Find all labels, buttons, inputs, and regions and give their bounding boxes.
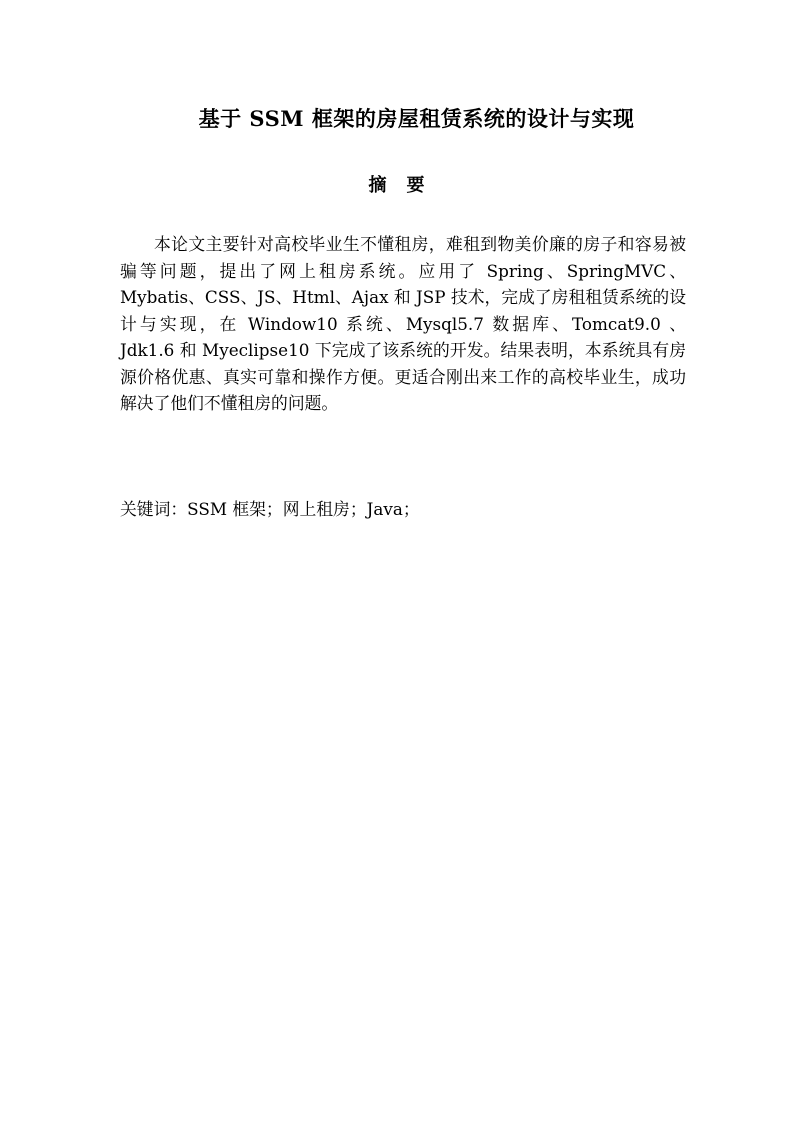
abstract-body: 本论文主要针对高校毕业生不懂租房，难租到物美价廉的房子和容易被骗等问题，提出了网上租房系统。应用了 Spring、SpringMVC、Mybatis、CSS、JS、Html、Ajax 和 JSP 技术，完成了房租租赁系统的设计与实现，在 Window10 系统、Mysql5.7 数据库、Tomcat9.0 、Jdk1.6 和 Myeclipse10 下完成了该系统的开发。结果表明，本系统具有房源价格优惠、真实可靠和操作方便。更适合刚出来工作的高校毕业生，成功解决了他们不懂租房的问题。 [120,234,686,413]
keywords-label: 关键词： [120,499,188,519]
paper-title: 基于 SSM 框架的房屋租赁系统的设计与实现 [198,106,635,131]
abstract-heading: 摘要 [368,175,445,196]
keywords-line [120,496,686,522]
keywords-text: SSM 框架；网上租房；Java； [187,499,420,519]
